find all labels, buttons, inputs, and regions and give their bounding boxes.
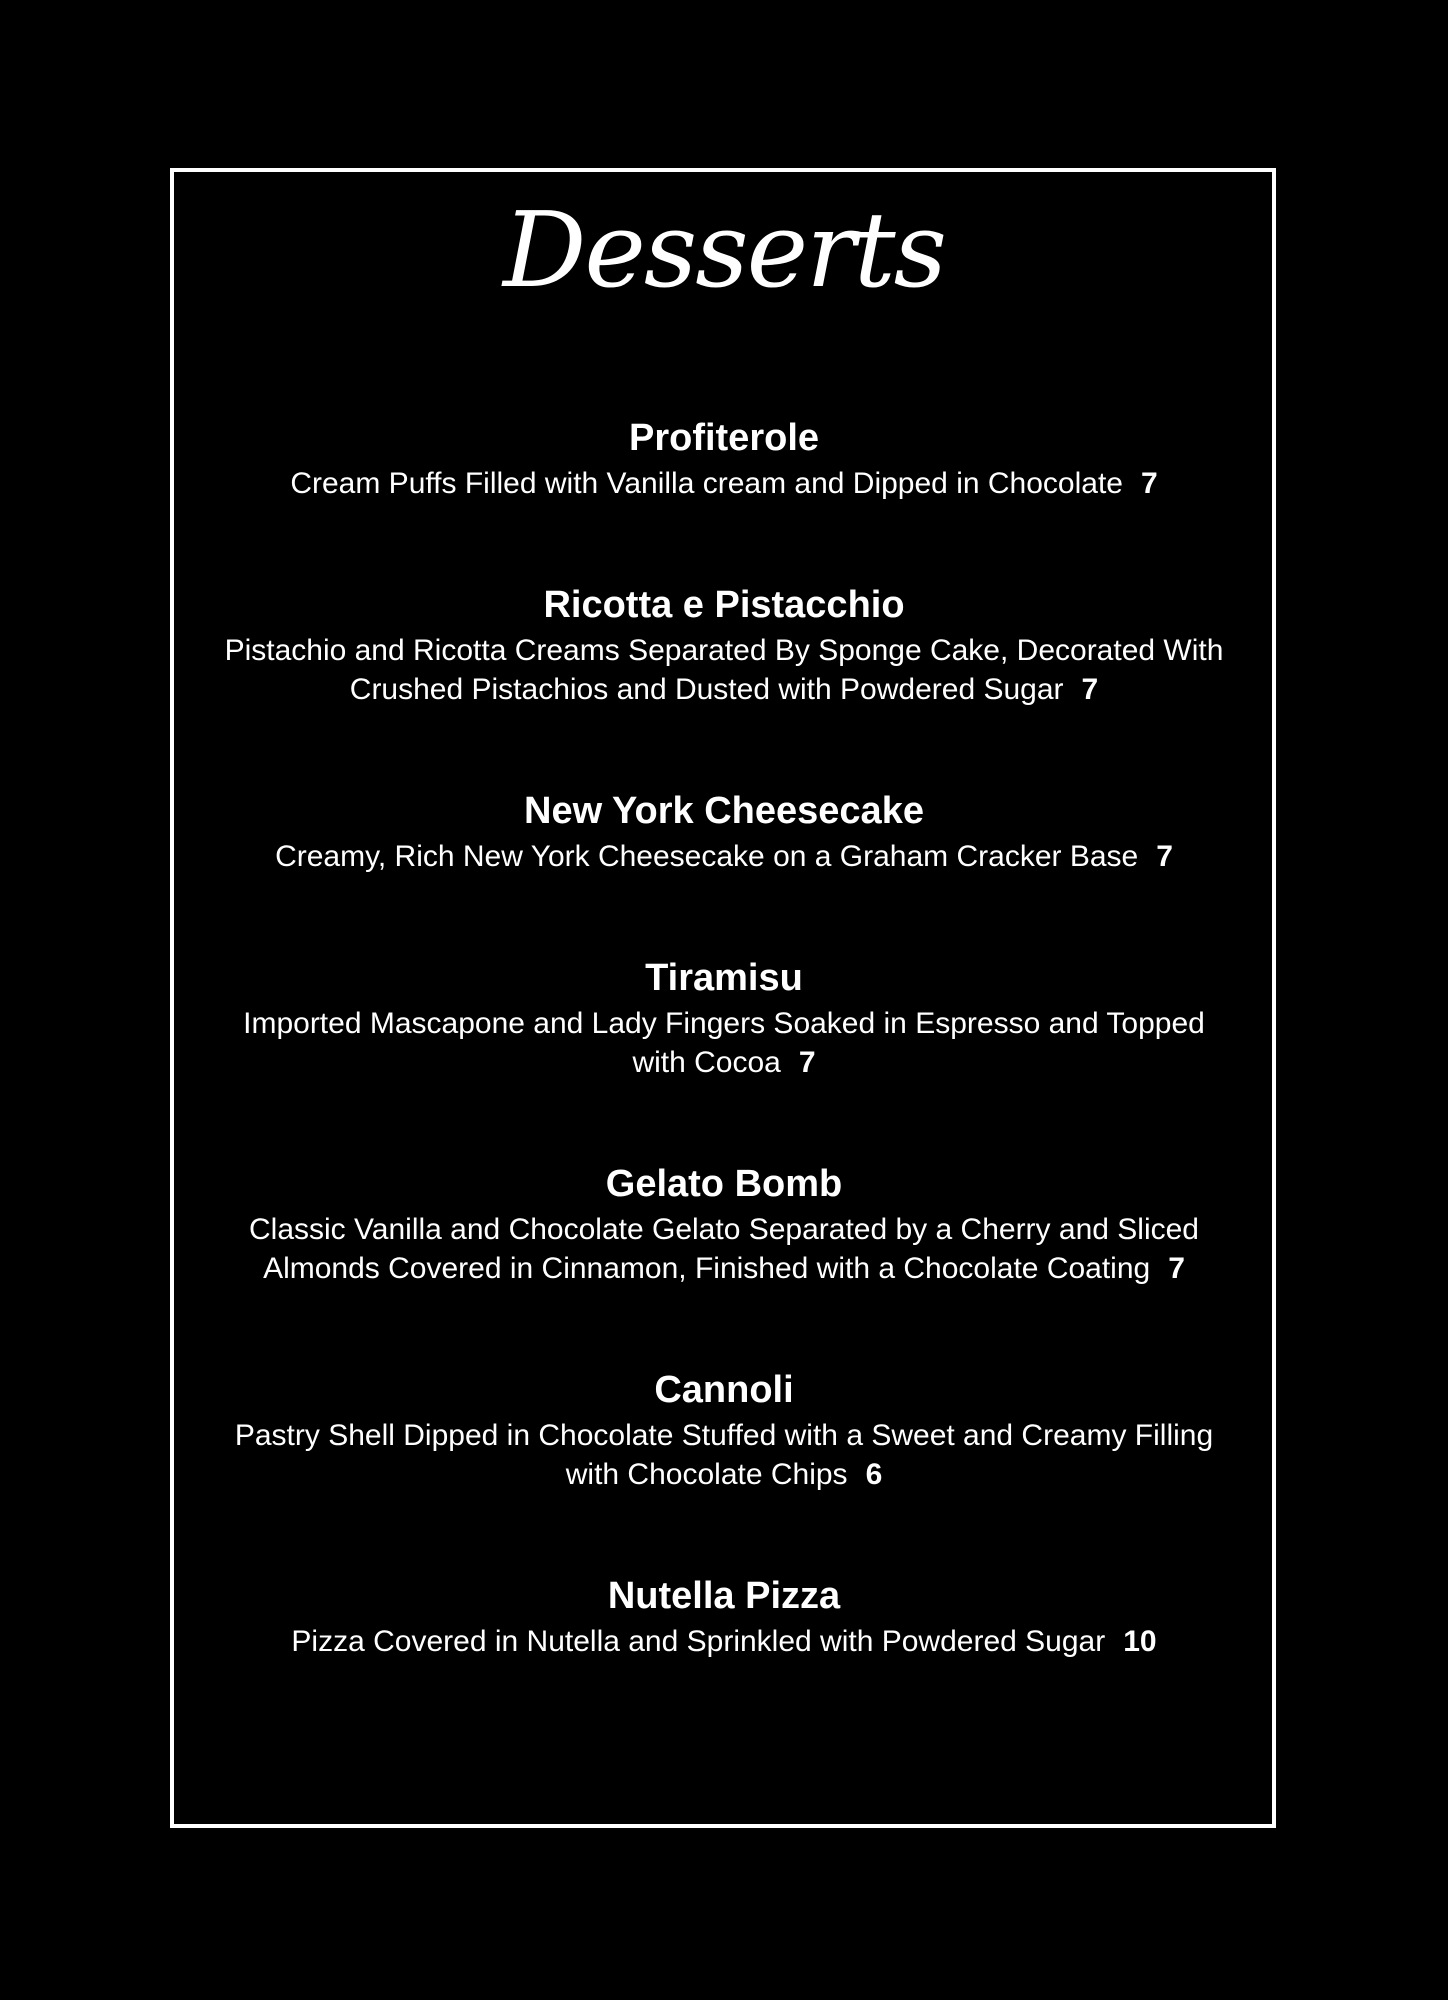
- item-description-line-1: Pistachio and Ricotta Creams Separated By Sponge Cake, Decorated With: [224, 634, 1224, 667]
- item-description: Pizza Covered in Nutella and Sprinkled with Powdered Sugar 10: [291, 1625, 1157, 1658]
- item-description-line-2: with Chocolate Chips 6: [565, 1458, 883, 1491]
- item-description-line-1: Pastry Shell Dipped in Chocolate Stuffed with a Sweet and Creamy Filling: [234, 1419, 1214, 1452]
- item-description: Cream Puffs Filled with Vanilla cream and Dipped in Chocolate 7: [290, 467, 1158, 500]
- item-price: 7: [1140, 467, 1158, 500]
- item-name: Tiramisu: [645, 957, 803, 999]
- item-name: Profiterole: [628, 417, 820, 459]
- item-price: 7: [1168, 1252, 1185, 1285]
- item-price: 7: [798, 1046, 816, 1079]
- item-name: Nutella Pizza: [607, 1575, 841, 1617]
- item-description-line-1: Classic Vanilla and Chocolate Gelato Separated by a Cherry and Sliced: [249, 1213, 1199, 1246]
- menu-item-profiterole: [190, 412, 1258, 503]
- menu-item-nutella-pizza: [190, 1570, 1258, 1661]
- item-description-line-1: Imported Mascapone and Lady Fingers Soaked in Espresso and Topped: [243, 1007, 1205, 1040]
- menu-item-tiramisu: [190, 952, 1258, 1082]
- item-name: New York Cheesecake: [524, 790, 924, 832]
- item-name: Gelato Bomb: [605, 1163, 843, 1205]
- item-description: Creamy, Rich New York Cheesecake on a Graham Cracker Base 7: [275, 840, 1173, 873]
- dessert-list: [190, 412, 1258, 1661]
- menu-item-cannoli: [190, 1364, 1258, 1494]
- item-description-line-2: with Cocoa 7: [632, 1046, 816, 1079]
- item-price: 6: [865, 1458, 883, 1491]
- menu-item-ricotta-e-pistacchio: [190, 579, 1258, 709]
- menu-item-new-york-cheesecake: [190, 785, 1258, 876]
- item-price: 7: [1156, 840, 1173, 873]
- menu-title: Desserts: [502, 189, 946, 311]
- item-price: 10: [1123, 1625, 1157, 1658]
- menu-item-gelato-bomb: [190, 1158, 1258, 1288]
- item-name: Ricotta e Pistacchio: [543, 584, 905, 626]
- item-name: Cannoli: [654, 1369, 794, 1411]
- item-price: 7: [1081, 673, 1099, 706]
- item-description-line-2: Almonds Covered in Cinnamon, Finished with a Chocolate Coating 7: [263, 1252, 1185, 1285]
- item-description-line-2: Crushed Pistachios and Dusted with Powdered Sugar 7: [349, 673, 1099, 706]
